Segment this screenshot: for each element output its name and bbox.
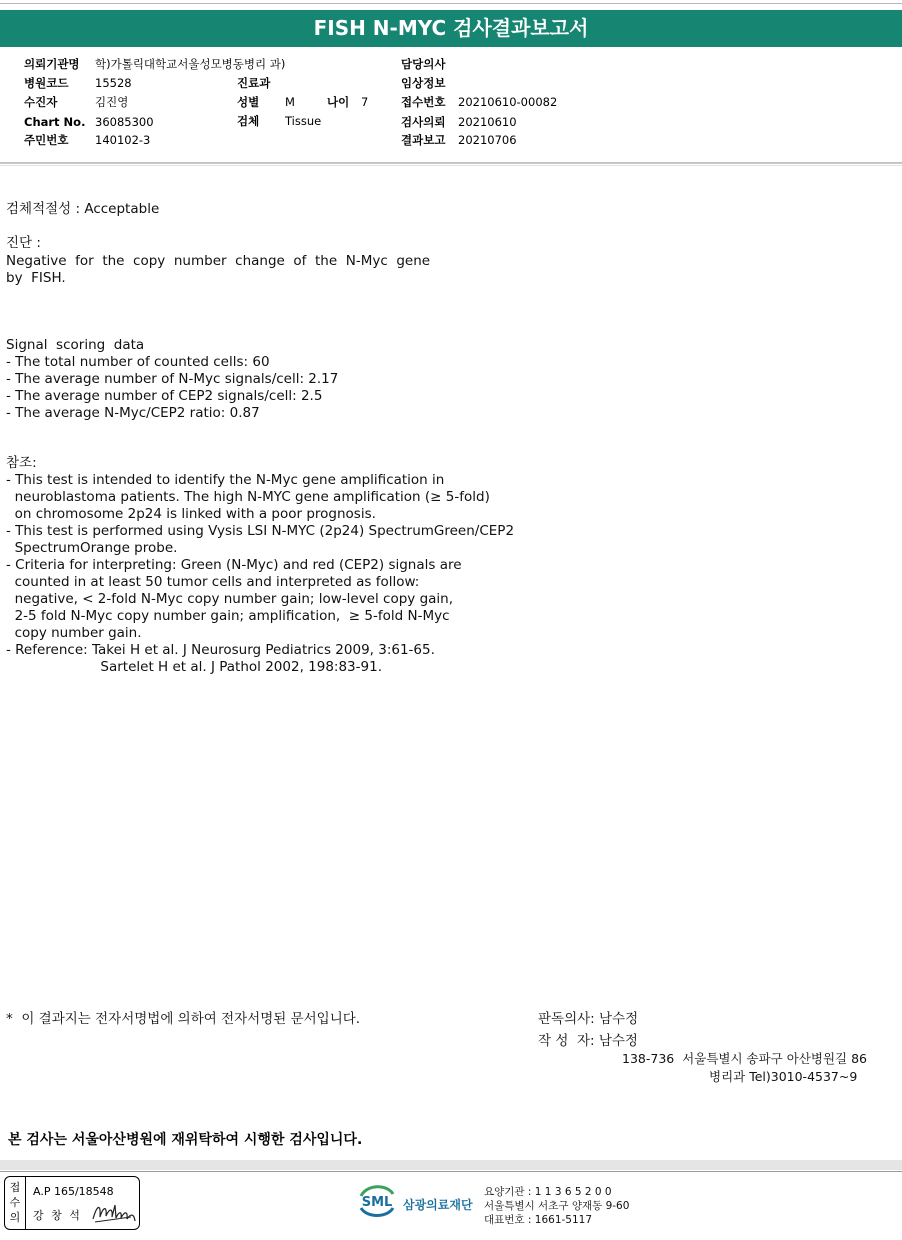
reference-line: copy number gain. (6, 625, 142, 641)
sex-label: 성별 (237, 95, 260, 109)
footer-divider (0, 1171, 902, 1172)
patient-value: 김진영 (95, 95, 129, 109)
request-label: 검사의뢰 (401, 115, 446, 129)
hospital-code-label: 병원코드 (24, 76, 69, 90)
esign-note: * 이 결과지는 전자서명법에 의하여 전자서명된 문서입니다. (6, 1011, 361, 1027)
reference-line: counted in at least 50 tumor cells and interpreted as follow: (6, 574, 420, 590)
receipt-stamp (4, 1176, 140, 1230)
age-label: 나이 (327, 95, 350, 109)
specimen-adequacy: 검체적절성 : Acceptable (6, 201, 160, 217)
reference-line: 2-5 fold N-Myc copy number gain; amplification, ≥ 5-fold N-Myc (6, 608, 450, 624)
reference-heading: 참조: (6, 455, 37, 471)
scoring-line: - The average number of N-Myc signals/cell: 2.17 (6, 371, 339, 387)
report-title: FISH N-MYC 검사결과보고서 (0, 10, 902, 47)
lab-phone: 병리과 Tel)3010-4537~9 (709, 1069, 858, 1084)
ordering-institution-value: 학)가톨릭대학교서울성모병동병리 과) (95, 57, 286, 71)
consignment-notice: 본 검사는 서울아산병원에 재위탁하여 시행한 검사입니다. (8, 1132, 363, 1148)
lab-institution-code: 요양기관 : 1 1 3 6 5 2 0 0 (484, 1186, 612, 1198)
signature-mark (91, 1199, 137, 1225)
resident-no-value: 140102-3 (95, 133, 151, 147)
accession-value: 20210610-00082 (458, 95, 558, 109)
reference-line: negative, < 2-fold N-Myc copy number gain; low-level copy gain, (6, 591, 454, 607)
chart-no-label: Chart No. (24, 115, 86, 129)
reference-line: Sartelet H et al. J Pathol 2002, 198:83-91. (6, 659, 382, 675)
reference-line: - This test is intended to identify the N-Myc gene amplification in (6, 472, 445, 488)
header-divider-light (0, 165, 902, 166)
chart-no-value: 36085300 (95, 115, 154, 129)
report-writer: 작 성 자: 남수정 (538, 1033, 638, 1049)
ordering-institution-label: 의뢰기관명 (24, 57, 80, 71)
report-date-label: 결과보고 (401, 133, 446, 147)
specimen-value: Tissue (285, 114, 322, 128)
lab-address-line: 서울특별시 서초구 양재동 9-60 (484, 1200, 630, 1212)
accession-label: 접수번호 (401, 95, 446, 109)
reference-line: - Reference: Takei H et al. J Neurosurg Pediatrics 2009, 3:61-65. (6, 642, 435, 658)
stamp-side-char: 의 (9, 1211, 21, 1224)
hospital-code-value: 15528 (95, 76, 132, 90)
sex-value: M (285, 95, 295, 109)
scoring-heading: Signal scoring data (6, 337, 145, 353)
patient-label: 수진자 (24, 95, 58, 109)
footer-band (0, 1160, 902, 1170)
request-value: 20210610 (458, 115, 517, 129)
stamp-side-label (5, 1177, 26, 1229)
report-date-value: 20210706 (458, 133, 517, 147)
resident-no-label: 주민번호 (24, 133, 69, 147)
reference-line: - This test is performed using Vysis LSI N-MYC (2p24) SpectrumGreen/CEP2 (6, 523, 515, 539)
diagnosis-heading: 진단 : (6, 235, 41, 251)
stamp-side-char: 수 (9, 1196, 21, 1209)
clinical-info-label: 임상정보 (401, 76, 446, 90)
lab-address: 138-736 서울특별시 송파구 아산병원길 86 (622, 1051, 867, 1066)
age-value: 7 (361, 95, 369, 109)
sml-logo-text: SML (361, 1195, 393, 1210)
reference-line: SpectrumOrange probe. (6, 540, 178, 556)
reference-line: on chromosome 2p24 is linked with a poor prognosis. (6, 506, 376, 522)
specimen-label: 검체 (237, 114, 260, 128)
reference-line: neuroblastoma patients. The high N-MYC gene amplification (≥ 5-fold) (6, 489, 490, 505)
header-divider (0, 162, 902, 164)
lab-name: 삼광의료재단 (403, 1198, 473, 1212)
stamp-side-char: 접 (9, 1181, 21, 1194)
reference-line: - Criteria for interpreting: Green (N-Myc) and red (CEP2) signals are (6, 557, 462, 573)
scoring-line: - The average number of CEP2 signals/cell: 2.5 (6, 388, 323, 404)
sml-logo-icon (357, 1182, 397, 1220)
lab-phone-number: 대표번호 : 1661-5117 (484, 1214, 593, 1226)
top-border (0, 3, 902, 4)
scoring-line: - The average N-Myc/CEP2 ratio: 0.87 (6, 405, 260, 421)
scoring-line: - The total number of counted cells: 60 (6, 354, 270, 370)
stamp-accession: A.P 165/18548 (33, 1185, 114, 1198)
physician-label: 담당의사 (401, 57, 446, 71)
department-label: 진료과 (237, 76, 271, 90)
diagnosis-line-1: Negative for the copy number change of the N-Myc gene (6, 253, 431, 269)
reading-pathologist: 판독의사: 남수정 (538, 1011, 639, 1027)
diagnosis-line-2: by FISH. (6, 270, 66, 286)
stamp-name: 강 창 석 (33, 1209, 82, 1222)
